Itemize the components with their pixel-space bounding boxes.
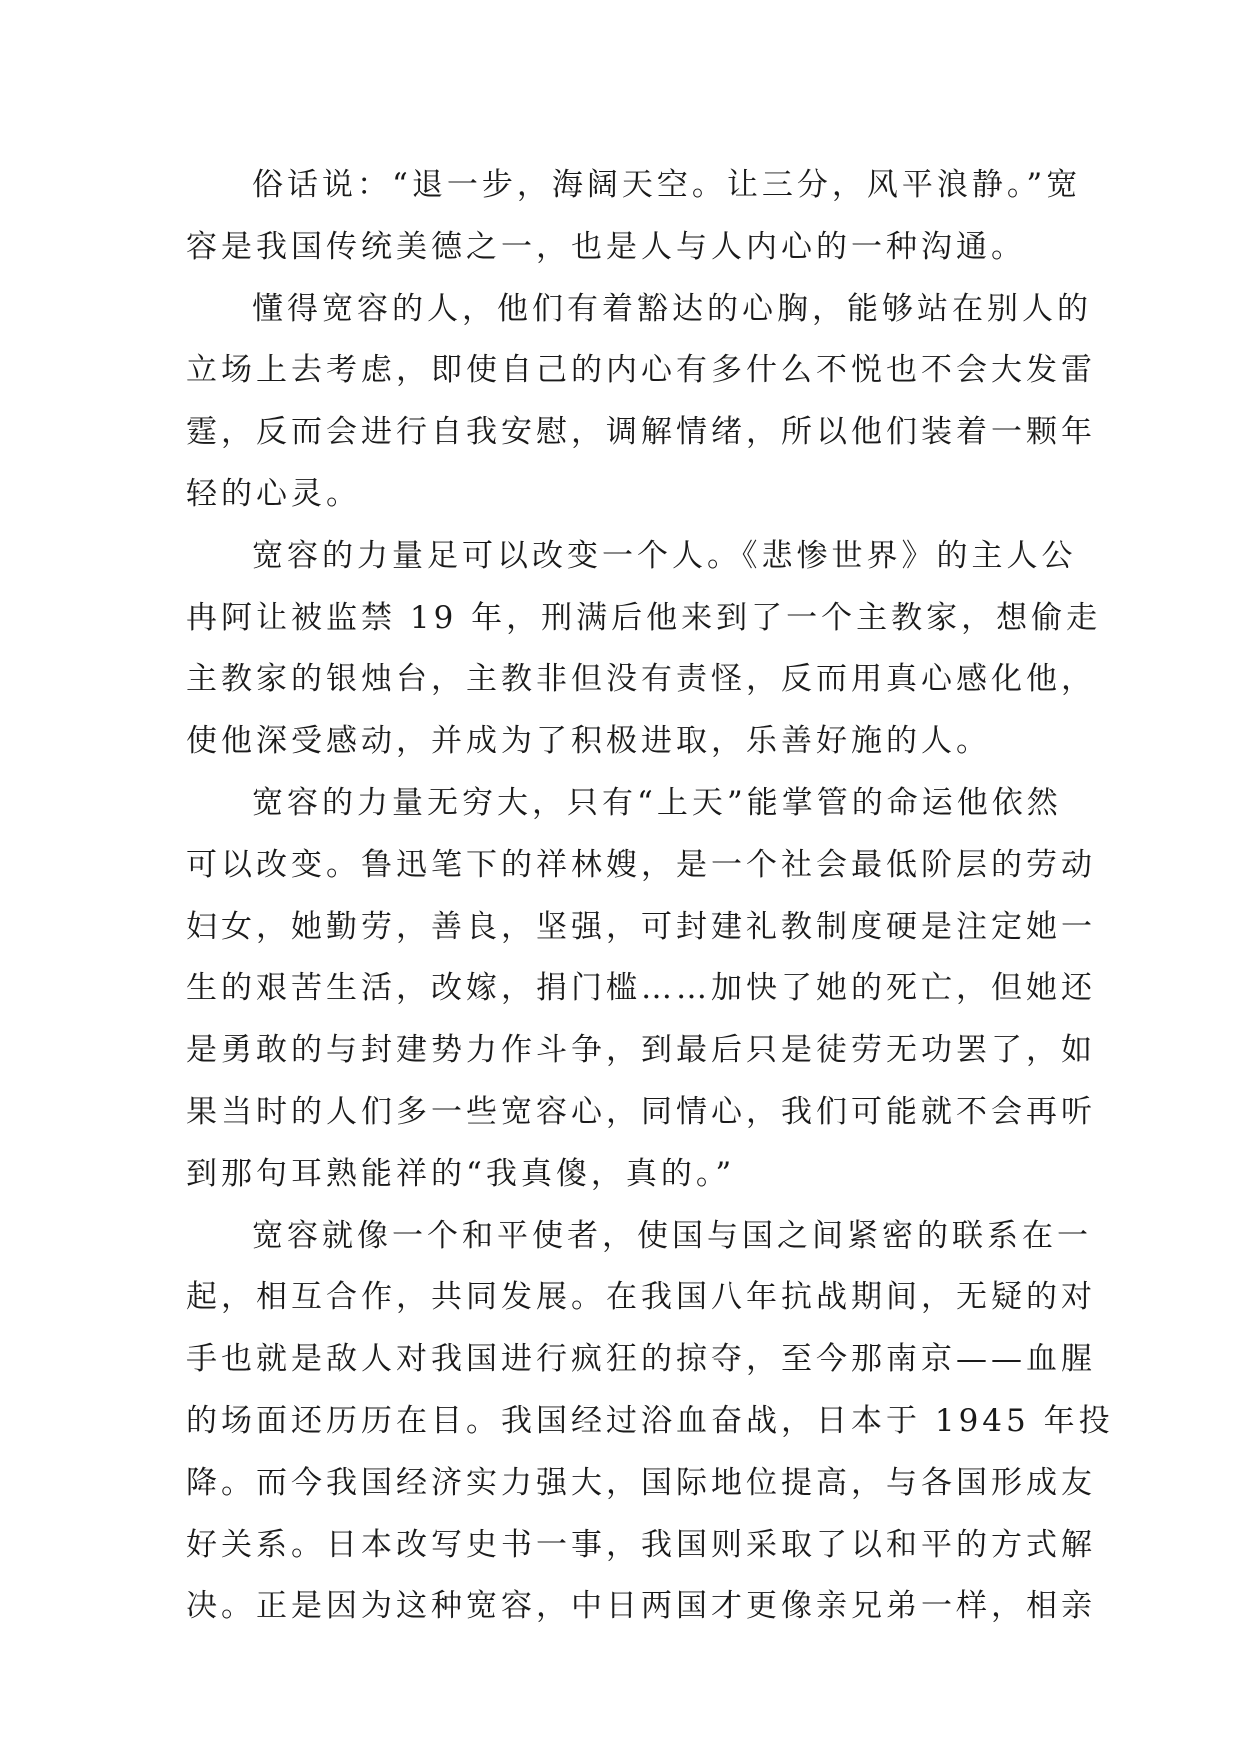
- text-line: 手也就是敌人对我国进行疯狂的掠夺，至今那南京——血腥: [186, 1341, 1096, 1378]
- text-line: 到那句耳熟能祥的“我真傻，真的。”: [186, 1155, 736, 1192]
- text-line: 懂得宽容的人，他们有着豁达的心胸，能够站在别人的: [252, 290, 1092, 327]
- text-line: 立场上去考虑，即使自己的内心有多什么不悦也不会大发雷: [186, 352, 1096, 389]
- text-line: 降。而今我国经济实力强大，国际地位提高，与各国形成友: [186, 1464, 1096, 1501]
- text-line: 宽容的力量足可以改变一个人。《悲惨世界》的主人公: [252, 537, 1077, 574]
- text-line: 容是我国传统美德之一，也是人与人内心的一种沟通。: [186, 228, 1026, 265]
- text-line: 是勇敢的与封建势力作斗争，到最后只是徒劳无功罢了，如: [186, 1032, 1096, 1069]
- text-line: 好关系。日本改写史书一事，我国则采取了以和平的方式解: [186, 1526, 1096, 1563]
- text-line: 宽容的力量无穷大，只有“上天”能掌管的命运他依然: [252, 784, 1062, 821]
- text-line: 的场面还历历在目。我国经过浴血奋战，日本于 1945 年投: [186, 1402, 1114, 1439]
- text-line: 主教家的银烛台，主教非但没有责怪，反而用真心感化他，: [186, 661, 1096, 698]
- text-line: 轻的心灵。: [186, 475, 361, 512]
- text-line: 宽容就像一个和平使者，使国与国之间紧密的联系在一: [252, 1217, 1092, 1254]
- text-line: 俗话说：“退一步，海阔天空。让三分，风平浪静。”宽: [252, 167, 1082, 203]
- text-line: 冉阿让被监禁 19 年，刑满后他来到了一个主教家，想偷走: [186, 599, 1102, 636]
- text-line: 妇女，她勤劳，善良，坚强，可封建礼教制度硬是注定她一: [186, 908, 1096, 945]
- text-line: 可以改变。鲁迅笔下的祥林嫂，是一个社会最低阶层的劳动: [186, 846, 1096, 883]
- text-line: 使他深受感动，并成为了积极进取，乐善好施的人。: [186, 723, 991, 760]
- text-line: 生的艰苦生活，改嫁，捐门槛……加快了她的死亡，但她还: [186, 970, 1096, 1007]
- text-line: 霆，反而会进行自我安慰，调解情绪，所以他们装着一颗年: [186, 414, 1096, 451]
- essay-body: [186, 155, 1114, 1638]
- text-line: 决。正是因为这种宽容，中日两国才更像亲兄弟一样，相亲: [186, 1588, 1096, 1625]
- text-line: 起，相互合作，共同发展。在我国八年抗战期间，无疑的对: [186, 1279, 1096, 1316]
- text-line: 果当时的人们多一些宽容心，同情心，我们可能就不会再听: [186, 1093, 1096, 1130]
